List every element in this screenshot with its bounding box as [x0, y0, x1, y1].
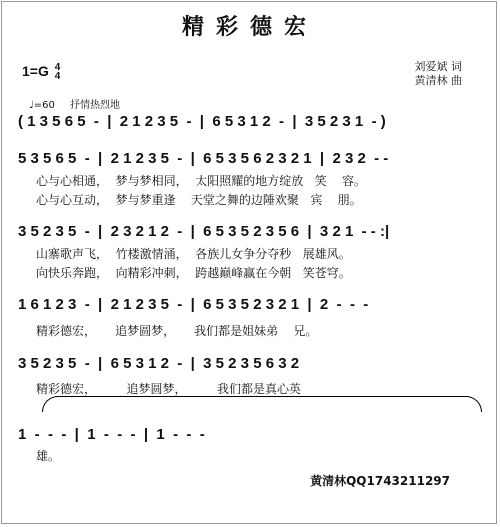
- time-signature: [55, 63, 61, 81]
- signature: 黄清林QQ1743211297: [310, 474, 450, 488]
- tempo-value: ♩=60: [29, 100, 55, 111]
- lyric-row-6: 精彩德宏， 追梦圆梦， 我们都是真心英: [36, 382, 302, 396]
- expression-marking: 抒情热烈地: [70, 100, 121, 111]
- credits: [415, 60, 463, 88]
- score-row-6: 1 - - - | 1 - - - | 1 - - -: [18, 425, 205, 443]
- lyric-row-1: 心与心相通， 梦与梦相同， 太阳照耀的地方绽放 笑 容。: [36, 174, 366, 188]
- time-signature-top: 4: [54, 62, 61, 74]
- tie-arc: [42, 396, 482, 412]
- score-row-2: 5 3 5 6 5 - | 2 1 2 3 5 - | 6 5 3 5 6 2 3 2 1 | 2 3 2 - -: [18, 149, 389, 167]
- lyric-row-5: 精彩德宏， 追梦圆梦， 我们都是姐妹弟 兄。: [36, 324, 318, 338]
- lyric-row-7: 雄。: [36, 449, 61, 463]
- lyricist-credit: 刘爱斌 词: [414, 60, 462, 73]
- key-signature: [22, 63, 60, 81]
- tempo-marking: [29, 96, 120, 111]
- composer-credit: 黄清林 曲: [414, 74, 462, 87]
- key-label: 1=G: [22, 63, 49, 79]
- score-row-3: 3 5 2 3 5 - | 2 3 2 1 2 - | 6 5 3 5 2 3 5 6 | 3 2 1 - - :|: [18, 222, 390, 240]
- score-row-4: 1 6 1 2 3 - | 2 1 2 3 5 - | 6 5 3 5 2 3 2 1 | 2 - - -: [18, 295, 369, 313]
- time-signature-bottom: 4: [54, 71, 61, 83]
- song-title: 精彩德宏: [181, 15, 318, 40]
- score-row-1: ( 1 3 5 6 5 - | 2 1 2 3 5 - | 6 5 3 1 2 - | 3 5 2 3 1 - ): [18, 112, 386, 130]
- lyric-row-4: 向快乐奔跑， 向精彩冲刺， 跨越巅峰赢在今朝 笑苍穹。: [36, 266, 351, 280]
- score-row-5: 3 5 2 3 5 - | 6 5 3 1 2 - | 3 5 2 3 5 6 3 2: [18, 354, 300, 372]
- lyric-row-3: 山寨歌声飞， 竹楼激情涌， 各族儿女争分夺秒 展雄风。: [36, 247, 351, 261]
- lyric-row-2: 心与心互动， 梦与梦重逢 天堂之舞的边陲欢聚 宾 朋。: [36, 193, 362, 207]
